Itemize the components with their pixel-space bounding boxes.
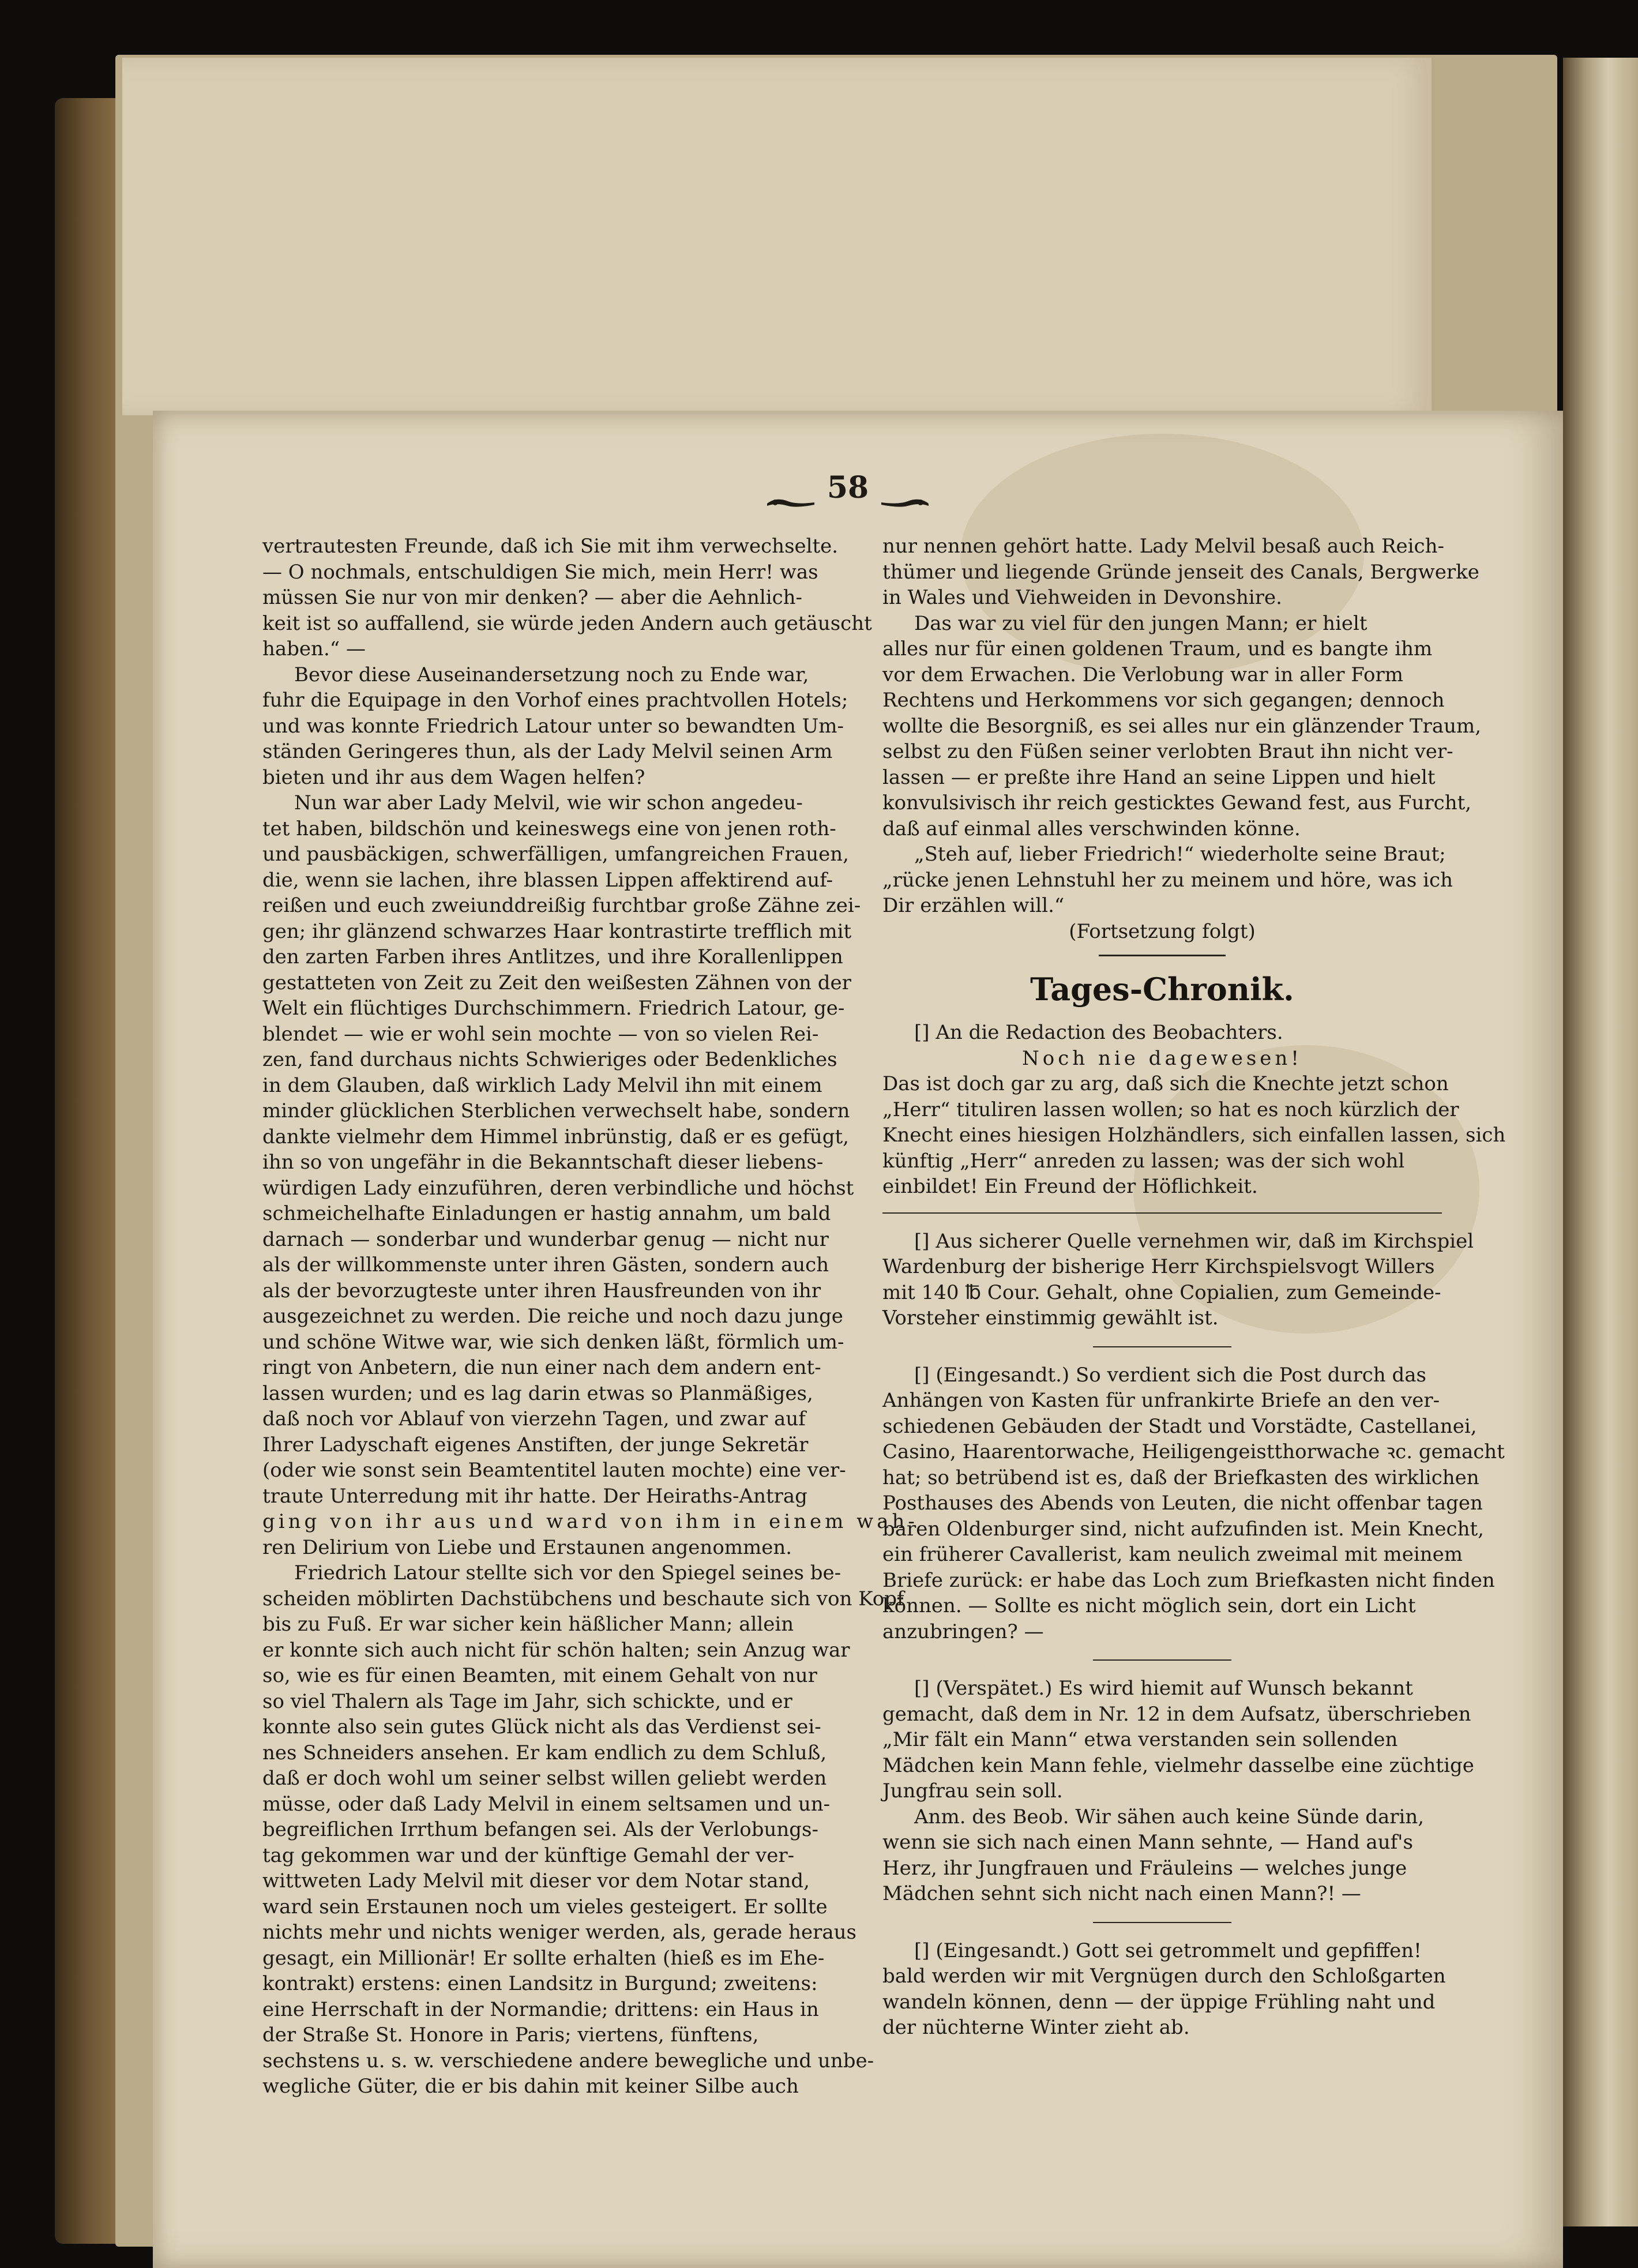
text-line: „Mir fält ein Mann“ etwa verstanden sein sollenden	[882, 1728, 1398, 1751]
text-line: ständen Geringeres thun, als der Lady Melvil seinen Arm	[262, 740, 833, 763]
text-line: der Straße St. Honore in Paris; viertens, fünftens,	[262, 2023, 759, 2047]
text-line: zen, fand durchaus nichts Schwieriges oder Bedenkliches	[262, 1048, 837, 1071]
text-line: Rechtens und Herkommens vor sich gegangen; dennoch	[882, 689, 1445, 712]
text-line: gen; ihr glänzend schwarzes Haar kontrastirte trefflich mit	[262, 919, 852, 943]
text-line: und schöne Witwe war, wie sich denken läßt, förmlich um-	[262, 1330, 844, 1354]
text-line: schiedenen Gebäuden der Stadt und Vorstädte, Castellanei,	[882, 1414, 1477, 1438]
text-line: so viel Thalern als Tage im Jahr, sich schickte, und er	[262, 1689, 792, 1713]
page-number: 58	[826, 470, 869, 505]
text-line: Vorsteher einstimmig gewählt ist.	[882, 1306, 1219, 1330]
text-line: lassen wurden; und es lag darin etwas so Planmäßiges,	[262, 1381, 813, 1405]
text-line: wegliche Güter, die er bis dahin mit keiner Silbe auch	[262, 2075, 799, 2098]
item-divider	[1093, 1346, 1231, 1347]
text-line: müsse, oder daß Lady Melvil in einem seltsamen und un-	[262, 1792, 831, 1816]
text-line: Briefe zurück: er habe das Loch zum Briefkasten nicht finden	[882, 1568, 1495, 1592]
text-line: Ihrer Ladyschaft eigenes Anstiften, der junge Sekretär	[262, 1433, 809, 1456]
text-line: nur nennen gehört hatte. Lady Melvil besaß auch Reich-	[882, 535, 1444, 558]
text-line: [] (Eingesandt.) So verdient sich die Post durch das	[914, 1363, 1426, 1387]
text-line: Das ist doch gar zu arg, daß sich die Knechte jetzt schon	[882, 1072, 1449, 1095]
text-line: Anhängen von Kasten für unfrankirte Briefe an den ver-	[882, 1389, 1440, 1412]
text-line: nes Schneiders ansehen. Er kam endlich zu dem Schluß,	[262, 1741, 827, 1764]
text-line: lassen — er preßte ihre Hand an seine Lippen und hielt	[882, 765, 1436, 789]
text-line: Casino, Haarentorwache, Heiligengeistthorwache ꝛc. gemacht	[882, 1440, 1505, 1463]
right-column	[882, 534, 1506, 2041]
section-divider	[1099, 955, 1226, 956]
text-line: Das war zu viel für den jungen Mann; er hielt	[914, 611, 1367, 635]
text-line: konvulsivisch ihr reich gesticktes Gewand fest, aus Furcht,	[882, 791, 1472, 814]
text-line: haben.“ —	[262, 637, 366, 660]
text-line: als der willkommenste unter ihren Gästen, sondern auch	[262, 1253, 829, 1276]
continuation-note: (Fortsetzung folgt)	[1069, 919, 1256, 943]
text-line: blendet — wie er wohl sein mochte — von so vielen Rei-	[262, 1022, 819, 1046]
text-line: können. — Sollte es nicht möglich sein, dort ein Licht	[882, 1594, 1416, 1617]
text-line: Welt ein flüchtiges Durchschimmern. Friedrich Latour, ge-	[262, 997, 845, 1020]
text-line: gemacht, daß dem in Nr. 12 in dem Aufsatz, überschrieben	[882, 1702, 1471, 1726]
text-line: mit 140 ℔ Cour. Gehalt, ohne Copialien, zum Gemeinde-	[882, 1281, 1441, 1304]
page-header	[761, 470, 934, 510]
text-line: darnach — sonderbar und wunderbar genug — nicht nur	[262, 1227, 829, 1251]
text-line: dankte vielmehr dem Himmel inbrünstig, daß er es gefügt,	[262, 1125, 849, 1148]
text-line: „Steh auf, lieber Friedrich!“ wiederholte seine Braut;	[914, 843, 1446, 866]
text-line: ringt von Anbetern, die nun einer nach dem andern ent-	[262, 1356, 821, 1379]
text-line: minder glücklichen Sterblichen verwechselt habe, sondern	[262, 1099, 850, 1122]
text-line: bieten und ihr aus dem Wagen helfen?	[262, 765, 645, 789]
text-line: daß noch vor Ablauf von vierzehn Tagen, und zwar auf	[262, 1407, 806, 1430]
text-line: hat; so betrübend ist es, daß der Briefkasten des wirklichen	[882, 1466, 1479, 1489]
text-line: ging von ihr aus und ward von ihm in einem wah-	[262, 1510, 918, 1533]
text-line: gesagt, ein Millionär! Er sollte erhalten (hieß es im Ehe-	[262, 1946, 825, 1970]
text-line: „Herr“ tituliren lassen wollen; so hat es noch kürzlich der	[882, 1098, 1459, 1121]
text-line: müssen Sie nur von mir denken? — aber die Aehnlich-	[262, 586, 803, 609]
item-divider	[1093, 1922, 1231, 1923]
text-line: ausgezeichnet zu werden. Die reiche und noch dazu junge	[262, 1305, 843, 1328]
text-line: Dir erzählen will.“	[882, 894, 1065, 917]
text-line: baren Oldenburger sind, nicht aufzufinden ist. Mein Knecht,	[882, 1517, 1484, 1541]
text-line: Bevor diese Auseinandersetzung noch zu Ende war,	[294, 663, 809, 686]
text-line: thümer und liegende Gründe jenseit des Canals, Bergwerke	[882, 560, 1479, 584]
text-line: so, wie es für einen Beamten, mit einem Gehalt von nur	[262, 1664, 817, 1687]
text-line: Nun war aber Lady Melvil, wie wir schon angedeu-	[294, 791, 803, 814]
text-line: Posthauses des Abends von Leuten, die nicht offenbar tagen	[882, 1492, 1483, 1515]
text-line: Herz, ihr Jungfrauen und Fräuleins — welches junge	[882, 1856, 1407, 1880]
text-line: Mädchen sehnt sich nicht nach einen Mann?! —	[882, 1882, 1361, 1905]
text-line: Anm. des Beob. Wir sähen auch keine Sünde darin,	[914, 1805, 1425, 1828]
text-line: wollte die Besorgniß, es sei alles nur ein glänzender Traum,	[882, 714, 1482, 738]
text-line: wandeln können, denn — der üppige Frühling naht und	[882, 1990, 1436, 2014]
right-page-edge	[1563, 58, 1638, 2226]
text-line: Jungfrau sein soll.	[882, 1779, 1063, 1803]
text-line: tet haben, bildschön und keineswegs eine von jenen roth-	[262, 817, 836, 840]
text-line: gestatteten von Zeit zu Zeit den weißesten Zähnen von der	[262, 971, 851, 994]
text-line: ren Delirium von Liebe und Erstaunen angenommen.	[262, 1535, 792, 1559]
text-line: traute Unterredung mit ihr hatte. Der Heiraths-Antrag	[262, 1484, 807, 1508]
text-line: begreiflichen Irrthum befangen sei. Als der Verlobungs-	[262, 1818, 818, 1841]
text-line: Friedrich Latour stellte sich vor den Spiegel seines be-	[294, 1561, 841, 1584]
text-line: selbst zu den Füßen seiner verlobten Braut ihn nicht ver-	[882, 740, 1453, 763]
text-line: er konnte sich auch nicht für schön halten; sein Anzug war	[262, 1638, 850, 1662]
chronicle-heading: Tages-Chronik.	[1030, 971, 1294, 1008]
text-line: alles nur für einen goldenen Traum, und es bangte ihm	[882, 637, 1433, 660]
text-line: sechstens u. s. w. verschiedene andere bewegliche und unbe-	[262, 2049, 874, 2072]
text-line: — O nochmals, entschuldigen Sie mich, mein Herr! was	[262, 560, 818, 584]
left-column	[262, 534, 918, 2100]
text-line: [] (Eingesandt.) Gott sei getrommelt und gepfiffen!	[914, 1939, 1422, 1962]
text-line: vor dem Erwachen. Die Verlobung war in aller Form	[882, 663, 1403, 686]
text-line: Noch nie dagewesen!	[1022, 1046, 1302, 1070]
text-line: „rücke jenen Lehnstuhl her zu meinem und höre, was ich	[882, 868, 1453, 892]
top-paper-slip	[122, 58, 1432, 415]
text-line: daß er doch wohl um seiner selbst willen geliebt werden	[262, 1767, 827, 1790]
text-line: nichts mehr und nichts weniger werden, als, gerade heraus	[262, 1921, 856, 1944]
text-line: vertrautesten Freunde, daß ich Sie mit ihm verwechselte.	[262, 535, 839, 558]
text-line: kontrakt) erstens: einen Landsitz in Burgund; zweitens:	[262, 1972, 818, 1995]
text-line: in dem Glauben, daß wirklich Lady Melvil ihn mit einem	[262, 1073, 822, 1097]
text-line: konnte also sein gutes Glück nicht als das Verdienst sei-	[262, 1715, 821, 1738]
text-line: in Wales und Viehweiden in Devonshire.	[882, 586, 1282, 609]
text-line: einbildet! Ein Freund der Höflichkeit.	[882, 1175, 1258, 1198]
text-line: wittweten Lady Melvil mit dieser vor dem Notar stand,	[262, 1869, 810, 1892]
text-line: Wardenburg der bisherige Herr Kirchspielsvogt Willers	[882, 1255, 1435, 1278]
text-line: eine Herrschaft in der Normandie; drittens: ein Haus in	[262, 1997, 819, 2021]
text-line: künftig „Herr“ anreden zu lassen; was der sich wohl	[882, 1149, 1405, 1173]
text-line: tag gekommen war und der künftige Gemahl der ver-	[262, 1843, 795, 1867]
ornament-right-icon	[879, 483, 931, 498]
text-line: (oder wie sonst sein Beamtentitel lauten mochte) eine ver-	[262, 1459, 846, 1482]
text-line: schmeichelhafte Einladungen er hastig annahm, um bald	[262, 1202, 831, 1225]
text-line: ward sein Erstaunen noch um vieles gesteigert. Er sollte	[262, 1895, 828, 1918]
text-line: und was konnte Friedrich Latour unter so bewandten Um-	[262, 714, 844, 738]
text-line: daß auf einmal alles verschwinden könne.	[882, 817, 1301, 840]
text-line: wenn sie sich nach einen Mann sehnte, — Hand auf's	[882, 1831, 1413, 1854]
text-line: [] (Verspätet.) Es wird hiemit auf Wunsch bekannt	[914, 1677, 1413, 1700]
text-line: bis zu Fuß. Er war sicher kein häßlicher Mann; allein	[262, 1613, 794, 1636]
text-line: als der bevorzugteste unter ihren Hausfreunden von ihr	[262, 1279, 821, 1302]
item-divider	[882, 1212, 1442, 1214]
text-line: Knecht eines hiesigen Holzhändlers, sich einfallen lassen, sich	[882, 1124, 1506, 1147]
text-line: anzubringen? —	[882, 1620, 1044, 1643]
text-line: keit ist so auffallend, sie würde jeden Andern auch getäuscht	[262, 611, 872, 635]
text-line: ihn so von ungefähr in die Bekanntschaft dieser liebens-	[262, 1151, 824, 1174]
text-line: bald werden wir mit Vergnügen durch den Schloßgarten	[882, 1965, 1446, 1988]
text-line: [] Aus sicherer Quelle vernehmen wir, daß im Kirchspiel	[914, 1229, 1474, 1253]
text-line: Mädchen kein Mann fehle, vielmehr dasselbe eine züchtige	[882, 1753, 1474, 1777]
text-line: den zarten Farben ihres Antlitzes, und ihre Korallenlippen	[262, 945, 843, 968]
text-line: fuhr die Equipage in den Vorhof eines prachtvollen Hotels;	[262, 689, 848, 712]
text-line: würdigen Lady einzuführen, deren verbindliche und höchst	[262, 1176, 854, 1200]
item-divider	[1093, 1659, 1231, 1661]
text-line: und pausbäckigen, schwerfälligen, umfangreichen Frauen,	[262, 843, 849, 866]
text-line: reißen und euch zweiunddreißig furchtbar große Zähne zei-	[262, 894, 861, 917]
text-line: die, wenn sie lachen, ihre blassen Lippen affektirend auf-	[262, 868, 833, 892]
text-line: der nüchterne Winter zieht ab.	[882, 2016, 1190, 2039]
text-line: scheiden möblirten Dachstübchens und beschaute sich von Kopf	[262, 1587, 904, 1610]
ornament-left-icon	[765, 483, 817, 498]
text-line: ein früherer Cavallerist, kam neulich zweimal mit meinem	[882, 1543, 1463, 1566]
text-line: [] An die Redaction des Beobachters.	[914, 1021, 1283, 1044]
